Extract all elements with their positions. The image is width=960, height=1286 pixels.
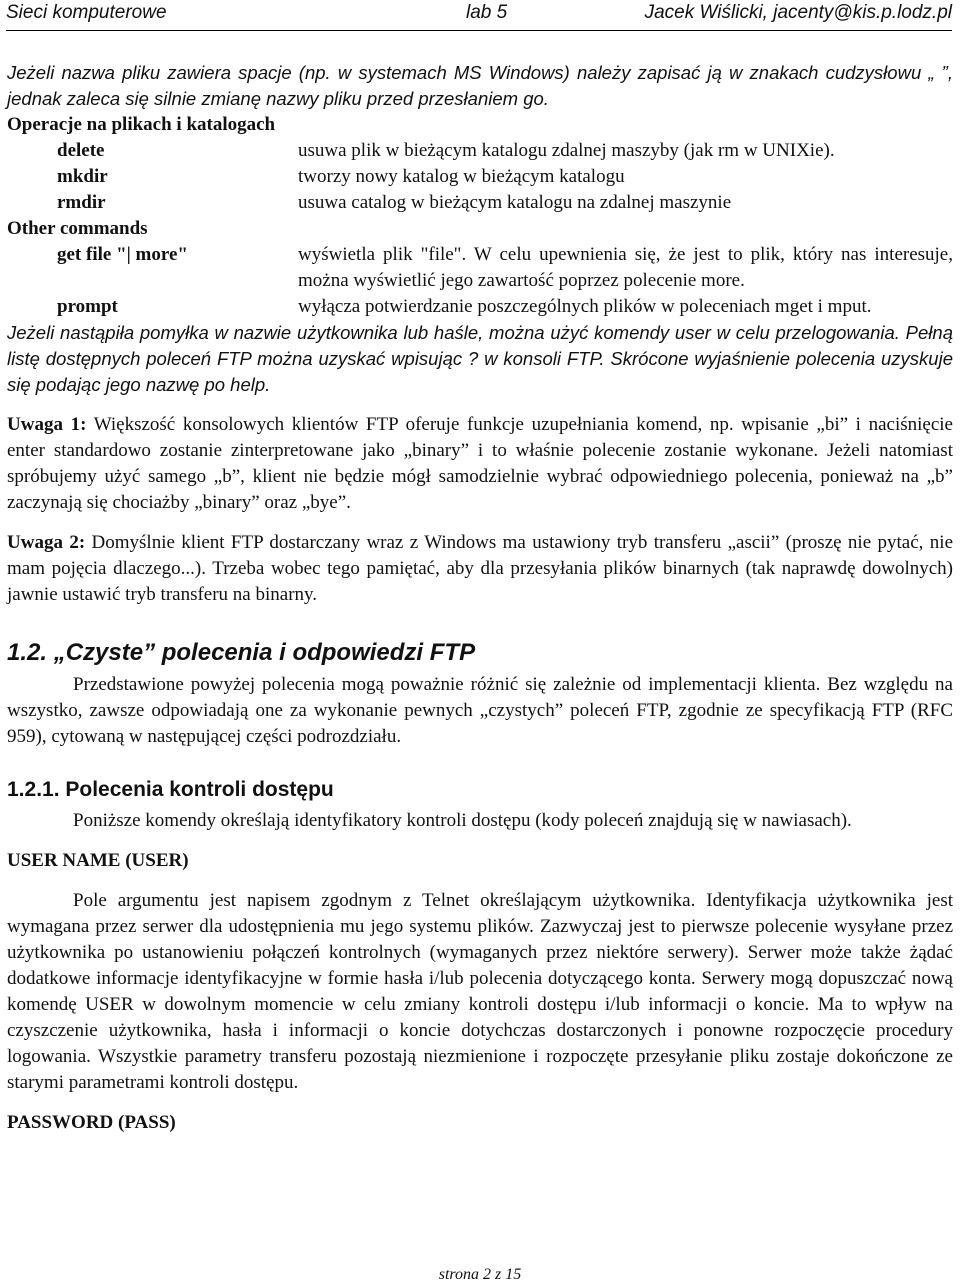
file-ops-section — [7, 112, 953, 216]
command-row — [7, 294, 953, 320]
page-body — [7, 60, 953, 1136]
command-desc: tworzy nowy katalog w bieżącym katalogu — [298, 166, 625, 187]
pass-command-heading: PASSWORD (PASS) — [7, 1112, 176, 1133]
page-footer: strona 2 z 15 — [438, 1266, 522, 1283]
user-command-heading: USER NAME (USER) — [7, 850, 189, 871]
header-lab: lab 5 — [466, 2, 508, 23]
command-desc: wyłącza potwierdzanie poszczególnych plików w poleceniach mget i mput. — [298, 296, 872, 317]
command-row — [7, 242, 953, 294]
section-heading-1-2: 1.2. „Czyste” polecenia i odpowiedzi FTP — [7, 639, 476, 666]
note-1 — [7, 412, 953, 516]
intro-note: Jeżeli nazwa pliku zawiera spacje (np. w systemach MS Windows) należy zapisać ją w znakach cudzysłowu „ ”, jednak zaleca się silnie zmianę nazwy pliku przed przesłaniem go. — [7, 62, 953, 109]
note-1-label: Uwaga 1: — [7, 414, 87, 435]
note-2-text: Domyślnie klient FTP dostarczany wraz z Windows ma ustawiony tryb transferu „ascii” (proszę nie pytać, nie mam pojęcia dlaczego...). Trzeba wobec tego pamiętać, aby dla przesyłania plików binarnych (tak naprawdę dowolnych) jawnie ustawić tryb transferu na binarny. — [7, 532, 953, 605]
command-name: delete — [57, 140, 105, 161]
note-2-label: Uwaga 2: — [7, 532, 86, 553]
command-name: rmdir — [57, 192, 106, 213]
other-commands-section — [7, 216, 953, 320]
command-desc: usuwa plik w bieżącym katalogu zdalnej maszyby (jak rm w UNIXie). — [298, 140, 835, 161]
command-desc: usuwa catalog w bieżącym katalogu na zdalnej maszynie — [298, 192, 732, 213]
login-note: Jeżeli nastąpiła pomyłka w nazwie użytkownika lub haśle, można użyć komendy user w celu przelogowania. Pełną listę dostępnych poleceń FTP można uzyskać wpisując ? w konsoli FTP. Skrócone wyjaśnienie polecenia uzyskuje się podając jego nazwę po help. — [7, 322, 953, 395]
command-name: get file "| more" — [57, 244, 188, 265]
command-row — [7, 164, 953, 190]
section-heading-1-2-1: 1.2.1. Polecenia kontroli dostępu — [7, 778, 334, 801]
header-course: Sieci komputerowe — [6, 2, 167, 23]
file-ops-title: Operacje na plikach i katalogach — [7, 114, 276, 135]
section-1-2-1-text: Poniższe komendy określają identyfikatory kontroli dostępu (kody poleceń znajdują się w nawiasach). — [73, 810, 852, 831]
command-row — [7, 190, 953, 216]
note-1-text: Większość konsolowych klientów FTP oferuje funkcje uzupełniania komend, np. wpisanie „bi” i naciśnięcie enter standardowo zostanie zinterpretowane jako „binary” i to właśnie polecenie zostanie wykonane. Jeżeli natomiast spróbujemy użyć samego „b”, klient nie będzie mógł samodzielnie wybrać odpowiedniego polecenia, ponieważ na „b” zaczynają się chociażby „binary” oraz „bye”. — [7, 414, 953, 513]
note-2 — [7, 530, 953, 608]
other-commands-title: Other commands — [7, 218, 148, 239]
user-command-text: Pole argumentu jest napisem zgodnym z Telnet określającym użytkownika. Identyfikacja użytkownika jest wymagana przez serwer dla udostępnienia mu jego systemu plików. Zazwyczaj jest to pierwsze polecenie wysyłane przez użytkownika po ustanowieniu połączeń kontrolnych (wymaganych przez niektóre serwery). Serwer może także żądać dodatkowe informacje identyfikacyjne w formie hasła i/lub polecenia dotyczącego konta. Serwery mogą dopuszczać nową komendę USER w dowolnym momencie w celu zmiany kontroli dostępu i/lub informacji o koncie. Ma to wpływ na czyszczenie użytkownika, hasła i informacji o koncie dotychczas dostarczonych i ponowne rozpoczęcie procedury logowania. Wszystkie parametry transferu pozostają niezmienione i rozpoczęte przesyłanie pliku zostaje dokończone ze starymi parametrami kontroli dostępu. — [7, 890, 953, 1093]
header-author: Jacek Wiślicki, jacenty@kis.p.lodz.pl — [644, 2, 952, 23]
page-header — [6, 0, 952, 31]
section-1-2-text: Przedstawione powyżej polecenia mogą poważnie różnić się zależnie od implementacji klienta. Bez względu na wszystko, zawsze odpowiadają one za wykonanie pewnych „czystych” poleceń FTP, zgodnie ze specyfikacją FTP (RFC 959), cytowaną w następującej części podrozdziału. — [7, 674, 953, 747]
command-name: prompt — [57, 296, 118, 317]
command-name: mkdir — [57, 166, 108, 187]
command-row — [7, 138, 953, 164]
command-desc: wyświetla plik "file". W celu upewnienia się, że jest to plik, który nas interesuje, można wyświetlić jego zawartość poprzez polecenie more. — [298, 244, 953, 291]
